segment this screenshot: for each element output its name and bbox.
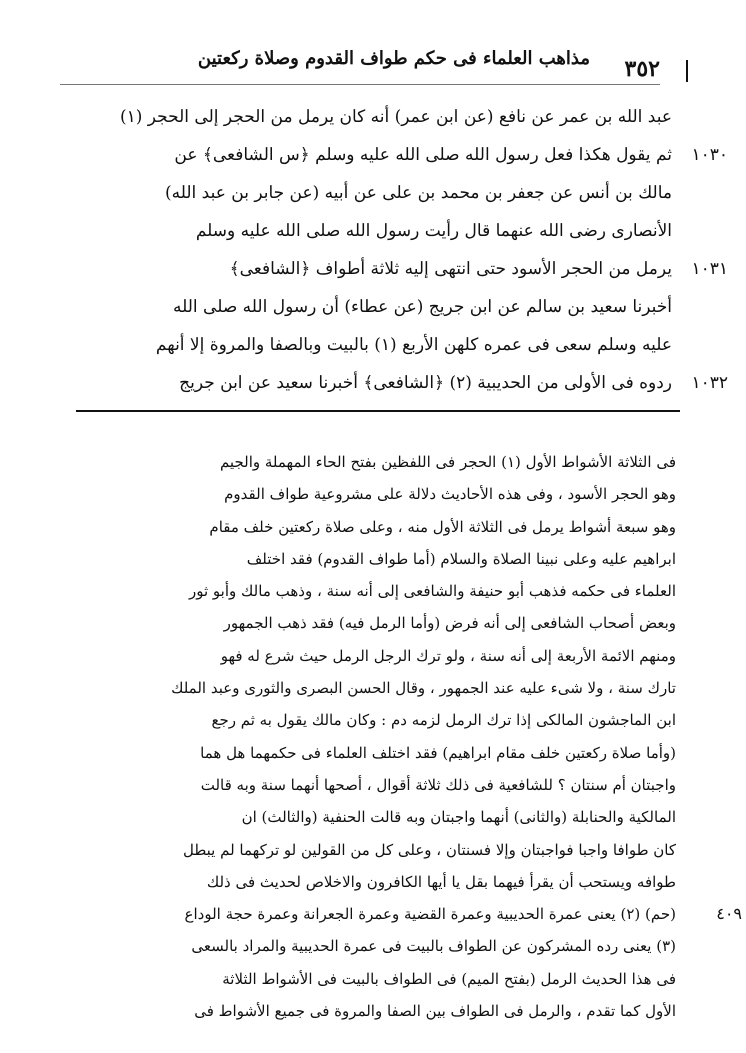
line-text: أخبرنا سعيد بن سالم عن ابن جريج (عن عطاء) أن رسول الله صلى الله	[173, 297, 672, 317]
margin-number: ٤٠٩	[716, 904, 742, 924]
note-text: طوافه ويستحب أن يقرأ فيهما بقل يا أيها الكافرون والاخلاص لحديث فى ذلك	[206, 872, 676, 891]
text-line	[72, 364, 728, 402]
note-line	[76, 704, 676, 736]
note-text: ابن الماجشون المالكى إذا ترك الرمل لزمه دم : وكان مالك يقول به ثم رجع	[211, 711, 676, 730]
text-line	[72, 212, 672, 250]
note-text: فى هذا الحديث الرمل (بفتح الميم) فى الطواف بالبيت فى الأشواط الثلاثة	[222, 969, 676, 988]
text-line	[72, 98, 672, 136]
line-text: مالك بن أنس عن جعفر بن محمد بن على عن أبيه (عن جابر بن عبد الله)	[165, 183, 672, 203]
note-text: ومنهم الائمة الأربعة إلى أنه سنة ، ولو ترك الرجل الرمل حيث شرع له فهو	[220, 646, 676, 665]
note-text: وبعض أصحاب الشافعى إلى أنه فرض (وأما الرمل فيه) فقد ذهب الجمهور	[223, 614, 676, 633]
hadith-number: ١٠٣١	[691, 259, 728, 279]
note-line	[76, 640, 676, 672]
note-text: وهو سبعة أشواط يرمل فى الثلاثة الأول منه ، وعلى صلاة ركعتين خلف مقام	[209, 517, 676, 536]
note-line	[76, 607, 676, 639]
note-line	[76, 446, 676, 478]
note-text: وهو الحجر الأسود ، وفى هذه الأحاديث دلالة على مشروعية طواف القدوم	[224, 485, 676, 504]
text-line	[72, 326, 672, 364]
line-text: الأنصارى رضى الله عنهما قال رأيت رسول الله صلى الله عليه وسلم	[195, 221, 672, 241]
note-text: تارك سنة ، ولا شىء عليه عند الجمهور ، وقال الحسن البصرى والثورى وعبد الملك	[171, 679, 676, 698]
note-text: العلماء فى حكمه فذهب أبو حنيفة والشافعى إلى أنه سنة ، وذهب مالك وأبو ثور	[189, 582, 676, 601]
note-text: (وأما صلاة ركعتين خلف مقام ابراهيم) فقد اختلف العلماء فى حكمهما هل هما	[200, 743, 676, 762]
note-line	[76, 930, 676, 962]
note-line	[76, 478, 676, 510]
note-text: واجبتان أم سنتان ؟ للشافعية فى ذلك ثلاثة أقوال ، أصحها أنهما سنة وبه قالت	[200, 775, 676, 794]
note-text: (٣) يعنى رده المشركون عن الطواف بالبيت فى عمرة الحديبية والمراد بالسعى	[191, 937, 676, 956]
footnotes	[76, 446, 742, 1027]
header-bar	[686, 60, 688, 82]
page-number: ٣٥٢	[624, 56, 660, 82]
line-text: عليه وسلم سعى فى عمره كلهن الأربع (١) بالبيت وبالصفا والمروة إلا أنهم	[155, 335, 672, 355]
note-line	[76, 511, 676, 543]
note-line	[76, 769, 676, 801]
page-header	[60, 42, 700, 92]
line-text: ردوه فى الأولى من الحديبية (٢) ﴿الشافعى﴾ أخبرنا سعيد عن ابن جريج	[179, 373, 672, 393]
note-line	[76, 834, 676, 866]
main-text	[72, 98, 728, 402]
note-text: فى الثلاثة الأشواط الأول (١) الحجر فى اللفظين بفتح الحاء المهملة والجيم	[219, 453, 676, 471]
note-text: كان طوافا واجبا فواجبتان وإلا فسنتان ، وعلى كل من القولين لو تركهما لم يبطل	[182, 840, 676, 859]
text-line	[72, 288, 672, 326]
note-text: الأول كما تقدم ، والرمل فى الطواف بين الصفا والمروة فى جميع الأشواط فى	[194, 1002, 676, 1021]
note-text: ابراهيم عليه وعلى نبينا الصلاة والسلام (أما طواف القدوم) فقد اختلف	[246, 549, 676, 568]
line-text: ثم يقول هكذا فعل رسول الله صلى الله عليه وسلم ﴿س الشافعى﴾ عن	[174, 145, 672, 165]
note-line	[76, 672, 676, 704]
note-line	[76, 737, 676, 769]
note-line	[76, 801, 676, 833]
note-line	[76, 898, 742, 930]
text-line	[72, 250, 728, 288]
line-text: عبد الله بن عمر عن نافع (عن ابن عمر) أنه كان يرمل من الحجر إلى الحجر (١)	[119, 107, 672, 127]
note-line	[76, 543, 676, 575]
text-line	[72, 136, 728, 174]
header-rule	[60, 84, 660, 85]
note-line	[76, 575, 676, 607]
text-line	[72, 174, 672, 212]
note-line	[76, 866, 676, 898]
hadith-number: ١٠٣٠	[691, 145, 728, 165]
note-line	[76, 995, 676, 1027]
footnote-divider	[76, 410, 680, 412]
hadith-number: ١٠٣٢	[691, 373, 728, 393]
note-text: المالكية والحنابلة (والثانى) أنهما واجبتان وبه قالت الحنفية (والثالث) ان	[241, 808, 676, 827]
line-text: يرمل من الحجر الأسود حتى انتهى إليه ثلاثة أطواف ﴿الشافعى﴾	[229, 259, 672, 279]
running-title: مذاهب العلماء فى حكم طواف القدوم وصلاة ركعتين	[197, 48, 590, 69]
note-text: (حم) (٢) يعنى عمرة الحديبية وعمرة القضية وعمرة الجعرانة وعمرة حجة الوداع	[184, 905, 676, 924]
note-line	[76, 963, 676, 995]
